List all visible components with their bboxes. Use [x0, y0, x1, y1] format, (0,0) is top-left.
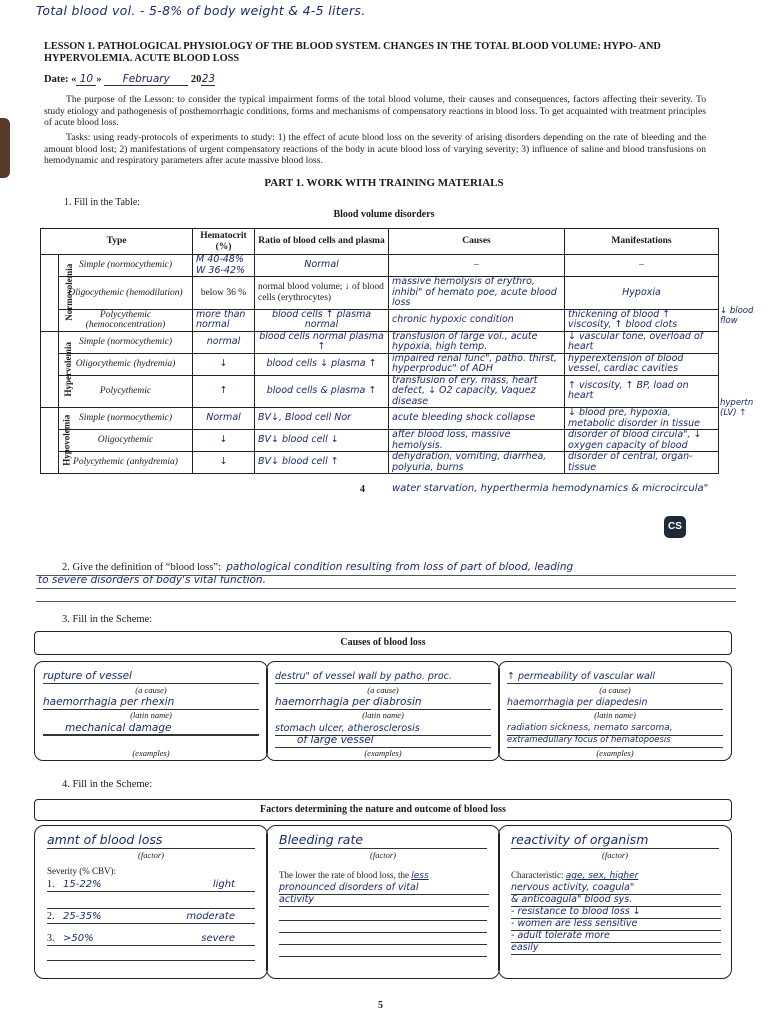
cell-ratio: BV↓ blood cell ↑: [255, 452, 389, 474]
column-header: Manifestations: [565, 229, 719, 255]
latin-name-label: (latin name): [594, 710, 636, 720]
camscanner-badge: CS: [664, 516, 686, 538]
cell-type: Simple (normocythemic): [59, 255, 193, 277]
severity-value: 15-22%: [63, 879, 102, 890]
question-1-label: 1. Fill in the Table:: [64, 197, 141, 208]
cell-hematocrit: ↑: [193, 375, 255, 408]
margin-note-blood-flow: ↓ blood flow: [720, 306, 754, 326]
cell-type: Simple (normocythemic): [59, 331, 193, 353]
severity-value: 25-35%: [63, 911, 102, 922]
severity-row: [47, 910, 255, 924]
cause-label: (a cause): [135, 685, 167, 695]
characteristic-answer-3: & anticoagula" blood sys.: [511, 894, 721, 907]
column-header: Causes: [389, 229, 565, 255]
column-header: Ratio of blood cells and plasma: [255, 229, 389, 255]
handwritten-top-note: Total blood vol. - 5-8% of body weight & 4-5 liters.: [36, 3, 366, 18]
cell-manifestations: –: [565, 255, 719, 277]
cell-type: Polycythemic (anhydremia): [59, 452, 193, 474]
factor-label: (factor): [370, 850, 396, 860]
cell-hematocrit: more than normal: [193, 309, 255, 331]
group-label: Hypervolemia: [41, 331, 59, 408]
cause-text: destru" of vessel wall by patho. proc.: [275, 670, 491, 684]
characteristic-answer-7: easily: [511, 942, 721, 955]
rate-statement: The lower the rate of blood loss, the less: [279, 870, 429, 881]
table-row: [41, 309, 719, 331]
cell-ratio: Normal: [255, 255, 389, 277]
cell-type: Polycythemic (hemoconcentration): [59, 309, 193, 331]
page-number-4: 4: [360, 484, 365, 495]
question-2-answer: pathological condition resulting from loss of part of blood, leading: [226, 561, 574, 573]
question-2-answer-cont: to severe disorders of body's vital function.: [38, 574, 266, 586]
date-year-prefix: 20: [190, 74, 202, 85]
cell-causes: –: [389, 255, 565, 277]
cause-label: (a cause): [599, 685, 631, 695]
severity-degree: severe: [201, 933, 235, 944]
severity-row: [47, 932, 255, 946]
table-row: [41, 331, 719, 353]
factor-text: reactivity of organism: [511, 832, 719, 849]
blank-line: [279, 932, 487, 933]
cell-hematocrit: below 36 %: [193, 277, 255, 310]
cell-causes: massive hemolysis of erythro, inhibi" of hemato poe, acute blood loss: [389, 277, 565, 310]
severity-num: 1.: [47, 879, 55, 890]
date-line: [44, 73, 215, 86]
example-text: extramedullary focus of hematopoesis: [507, 734, 723, 748]
example-text: of large vessel: [275, 734, 491, 748]
factor-text: Bleeding rate: [279, 832, 487, 849]
lesson-tasks: Tasks: using ready-protocols of experiments to study: 1) the effect of acute blood loss on the severity of arising disorders depending on the rate of bleeding and the amount blood lost; 2) manifestations of urgent compensatory reactions of the body in acute blood loss of varying severity; 3) influence of saline and blood transfusions on hemodynamic and respiratory parameters after acute massive blood loss.: [44, 132, 706, 167]
severity-degree: light: [212, 879, 235, 890]
answer-rule: [36, 601, 736, 602]
cell-manifestations: ↓ vascular tone, overload of heart: [565, 331, 719, 353]
table-row: [41, 255, 719, 277]
date-month: February: [104, 73, 188, 86]
cell-type: Oligocythemic: [59, 430, 193, 452]
severity-num: 2.: [47, 911, 55, 922]
cause-card-2: [266, 661, 500, 761]
examples-label: (examples): [364, 748, 402, 758]
cell-ratio: BV↓, Blood cell Nor: [255, 408, 389, 430]
severity-num: 3.: [47, 933, 55, 944]
cell-type: Simple (normocythemic): [59, 408, 193, 430]
table-caption: Blood volume disorders: [333, 209, 435, 220]
factor-card-rate: [266, 825, 500, 979]
factors-scheme-header: Factors determining the nature and outcome of blood loss: [34, 799, 732, 821]
characteristic-label: Characteristic:: [511, 870, 564, 880]
example-text: stomach ulcer, atherosclerosis: [275, 722, 491, 736]
group-label: Normovolemia: [41, 255, 59, 332]
cell-hematocrit: ↓: [193, 452, 255, 474]
blank-line: [279, 920, 487, 921]
date-sep: »: [96, 74, 102, 85]
cell-manifestations: Hypoxia: [565, 277, 719, 310]
table-row: [41, 408, 719, 430]
cause-card-1: [34, 661, 268, 761]
blank-line: [279, 944, 487, 945]
blank-line: [279, 956, 487, 957]
cell-ratio: BV↓ blood cell ↓: [255, 430, 389, 452]
characteristic-answer-5: - women are less sensitive: [511, 918, 721, 931]
cell-ratio: normal blood volume; ↓ of blood cells (erythrocytes): [255, 277, 389, 310]
severity-degree: moderate: [186, 911, 235, 922]
latin-name-label: (latin name): [130, 710, 172, 720]
margin-note-hypertension: hypertn (LV) ↑: [720, 398, 754, 418]
question-2-label: 2. Give the definition of “blood loss”:: [62, 562, 221, 573]
date-day: 10: [76, 73, 96, 86]
cell-causes: chronic hypoxic condition: [389, 309, 565, 331]
cell-causes: dehydration, vomiting, diarrhea, polyuria, burns: [389, 452, 565, 474]
factor-card-reactivity: [498, 825, 732, 979]
characteristic-answer-6: - adult tolerate more: [511, 930, 721, 943]
severity-label: Severity (% CBV):: [47, 866, 116, 876]
latin-name-label: (latin name): [362, 710, 404, 720]
cell-manifestations: disorder of central, organ-tissue: [565, 452, 719, 474]
examples-label: (examples): [596, 748, 634, 758]
cell-causes: impaired renal func", patho. thirst, hyperproduc" of ADH: [389, 353, 565, 375]
cause-card-3: [498, 661, 732, 761]
cause-label: (a cause): [367, 685, 399, 695]
cell-ratio: blood cells ↑ plasma normal: [255, 309, 389, 331]
cell-hematocrit: M 40-48% W 36-42%: [193, 255, 255, 277]
characteristic-row: [511, 870, 721, 882]
cell-ratio: blood cells & plasma ↑: [255, 375, 389, 408]
characteristic-answer-1: age, sex, higher: [565, 871, 639, 881]
severity-row: [47, 878, 255, 892]
cell-causes: acute bleeding shock collapse: [389, 408, 565, 430]
example-text: mechanical damage: [43, 722, 259, 736]
rate-answer-3: activity: [279, 894, 489, 907]
blood-volume-disorders-table: [40, 228, 719, 474]
examples-label: (examples): [132, 748, 170, 758]
cell-causes: transfusion of ery. mass, heart defect, ↓ O2 capacity, Vaquez disease: [389, 375, 565, 408]
causes-scheme-header: Causes of blood loss: [34, 631, 732, 655]
answer-rule: [36, 588, 736, 589]
lesson-title: LESSON 1. PATHOLOGICAL PHYSIOLOGY OF THE BLOOD SYSTEM. CHANGES IN THE TOTAL BLOOD VOLUME: HYPO- AND HYPERVOLEMIA. ACUTE BLOOD LOSS: [44, 41, 661, 64]
cell-type: Polycythemic: [59, 375, 193, 408]
question-2: [62, 561, 573, 573]
table-header-row: [41, 229, 719, 255]
table-row: [41, 353, 719, 375]
latin-name-text: haemorrhagia per diapedesin: [507, 696, 723, 710]
column-header: Type: [41, 229, 193, 255]
cell-causes: transfusion of large vol., acute hypoxia, high temp.: [389, 331, 565, 353]
table-row: [41, 277, 719, 310]
cell-type: Oligocythemic (hydremia): [59, 353, 193, 375]
page-edge-shadow: [0, 118, 10, 178]
date-label: Date: «: [44, 74, 77, 85]
blank-line: [47, 960, 255, 961]
group-label: Hypovolemia: [41, 408, 59, 474]
rate-answer-2: pronounced disorders of vital: [279, 882, 489, 895]
rate-answer-1: less: [411, 871, 429, 881]
question-4-label: 4. Fill in the Scheme:: [62, 779, 153, 790]
column-header: Hematocrit (%): [193, 229, 255, 255]
latin-name-text: haemorrhagia per diabrosin: [275, 696, 491, 710]
characteristic-answer-4: - resistance to blood loss ↓: [511, 906, 721, 919]
example-text: [43, 734, 259, 735]
cell-causes: after blood loss, massive hemolysis.: [389, 430, 565, 452]
latin-name-text: haemorrhagia per rhexin: [43, 696, 259, 710]
cell-manifestations: disorder of blood circula", ↓ oxygen capacity of blood: [565, 430, 719, 452]
blank-line: [47, 908, 255, 909]
cell-hematocrit: ↓: [193, 353, 255, 375]
cell-manifestations: hyperextension of blood vessel, cardiac cavities: [565, 353, 719, 375]
table-row: [41, 452, 719, 474]
table-row: [41, 430, 719, 452]
cell-ratio: blood cells ↓ plasma ↑: [255, 353, 389, 375]
cell-ratio: blood cells normal plasma ↑: [255, 331, 389, 353]
cell-manifestations: ↑ viscosity, ↑ BP, load on heart: [565, 375, 719, 408]
cause-text: ↑ permeability of vascular wall: [507, 670, 723, 684]
answer-rule: [36, 575, 736, 576]
factor-label: (factor): [602, 850, 628, 860]
factor-label: (factor): [138, 850, 164, 860]
cell-manifestations: ↓ blood pre, hypoxia, metabolic disorder in tissue: [565, 408, 719, 430]
cell-type: Oligocythemic (hemodilution): [59, 277, 193, 310]
cell-hematocrit: Normal: [193, 408, 255, 430]
factor-card-amount: [34, 825, 268, 979]
cause-text: rupture of vessel: [43, 670, 259, 684]
example-text: radiation sickness, nemato sarcoma,: [507, 722, 723, 736]
part1-title: PART 1. WORK WITH TRAINING MATERIALS: [264, 177, 504, 189]
table-row: [41, 375, 719, 408]
page-number-5: 5: [378, 1000, 383, 1011]
cell-manifestations: thickening of blood ↑ viscosity, ↑ blood clots: [565, 309, 719, 331]
handwritten-extra-note: water starvation, hyperthermia hemodynamics & microcircula": [392, 483, 709, 494]
cell-hematocrit: normal: [193, 331, 255, 353]
cell-hematocrit: ↓: [193, 430, 255, 452]
date-year-suffix: 23: [201, 73, 216, 85]
severity-value: >50%: [63, 933, 94, 944]
lesson-purpose: The purpose of the Lesson: to consider the typical impairment forms of the total blood volume, their causes and consequences, factors affecting their severity. To study etiology and pathogenesis of posthemorrhagic conditions, forms and mechanisms of compensatory reactions in blood loss. To get acquainted with treatment principles of acute blood loss.: [44, 94, 706, 129]
factor-text: amnt of blood loss: [47, 832, 255, 849]
question-3-label: 3. Fill in the Scheme:: [62, 614, 153, 625]
characteristic-answer-2: nervous activity, coagula": [511, 882, 721, 895]
